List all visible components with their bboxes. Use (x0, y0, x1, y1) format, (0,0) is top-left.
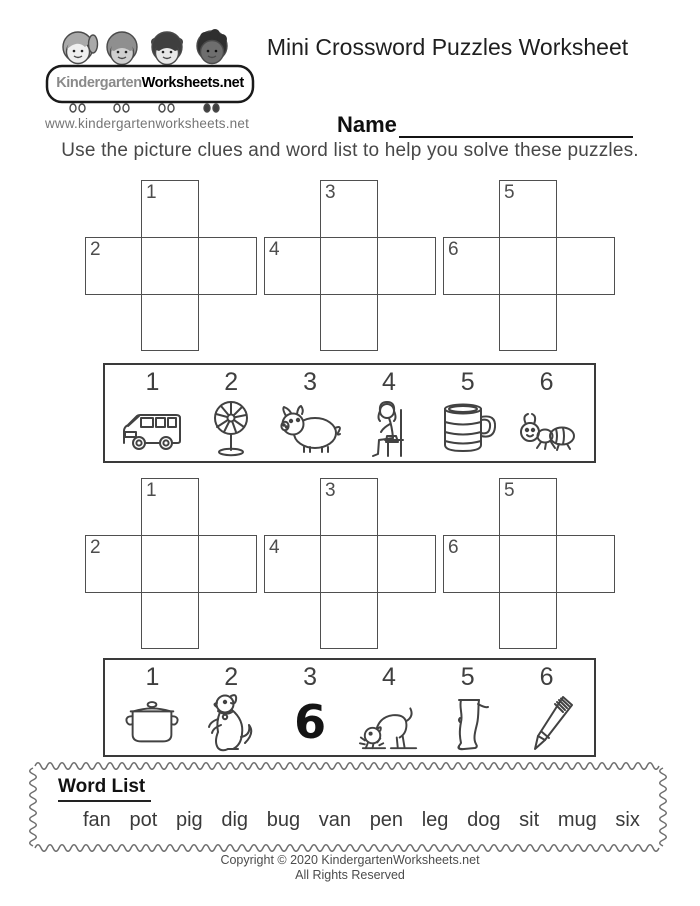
fan-icon (192, 396, 271, 459)
clue-item (192, 662, 271, 753)
word: leg (421, 809, 449, 831)
name-row (337, 108, 633, 138)
clue-item (349, 367, 428, 459)
clue-item (349, 662, 428, 753)
crossword-puzzle-5 (264, 478, 436, 649)
site-logo (45, 22, 255, 122)
word: bug (266, 809, 301, 831)
page-footer (0, 853, 700, 883)
word-list-heading: Word List (58, 776, 151, 802)
crossword-puzzle-2 (264, 180, 436, 351)
word-list-section (28, 761, 668, 853)
clue-number: 4 (381, 663, 396, 691)
clue-number-across: 6 (448, 537, 459, 558)
logo-brand-bold: Worksheets.net (141, 75, 244, 91)
crossword-down-slot (499, 478, 557, 649)
word: fan (83, 809, 111, 831)
mug-icon (428, 396, 507, 459)
six-numeral-icon (271, 691, 350, 753)
word: dig (221, 809, 249, 831)
clue-item (271, 367, 350, 459)
crossword-down-slot (320, 478, 378, 649)
logo-wordmark (49, 68, 251, 98)
crossword-puzzle-1 (85, 180, 257, 351)
crossword-puzzle-6 (443, 478, 615, 649)
clue-number-across: 2 (90, 537, 101, 558)
clue-number: 4 (381, 368, 396, 396)
name-blank-line (399, 112, 633, 138)
logo-brand-light: Kindergarten (56, 75, 142, 91)
clue-number-across: 6 (448, 239, 459, 260)
six-numeral: 6 (294, 695, 327, 749)
dog-icon (192, 691, 271, 753)
clue-number: 3 (303, 368, 318, 396)
clue-number: 3 (303, 663, 318, 691)
clue-item (113, 662, 192, 753)
clue-number: 5 (460, 368, 475, 396)
clue-number-down: 1 (146, 480, 157, 501)
clue-number-down: 3 (325, 480, 336, 501)
picture-clue-box-1 (103, 363, 596, 463)
clue-item (192, 367, 271, 459)
crossword-down-slot (141, 478, 199, 649)
clue-number-across: 4 (269, 239, 280, 260)
clue-item (507, 367, 586, 459)
pen-icon (507, 691, 586, 753)
clue-number-across: 2 (90, 239, 101, 260)
van-icon (113, 396, 192, 459)
clue-number: 6 (539, 368, 554, 396)
copyright-line: Copyright © 2020 KindergartenWorksheets.net (220, 853, 480, 867)
name-label: Name (337, 112, 397, 137)
crossword-down-slot (499, 180, 557, 351)
word: mug (557, 809, 597, 831)
clue-item (507, 662, 586, 753)
clue-item (113, 367, 192, 459)
word: six (615, 809, 640, 831)
clue-item (428, 367, 507, 459)
clue-number: 1 (145, 368, 160, 396)
bug-icon (507, 396, 586, 459)
clue-item (271, 662, 350, 753)
pot-icon (113, 691, 192, 753)
crossword-down-slot (320, 180, 378, 351)
leg-icon (428, 691, 507, 753)
word: pig (175, 809, 203, 831)
clue-number: 1 (145, 663, 160, 691)
clue-number: 6 (539, 663, 554, 691)
dig-icon (349, 691, 428, 753)
clue-number-down: 3 (325, 182, 336, 203)
word: dog (467, 809, 501, 831)
rights-line: All Rights Reserved (295, 868, 405, 882)
clue-number: 2 (224, 663, 239, 691)
word: sit (519, 809, 540, 831)
crossword-down-slot (141, 180, 199, 351)
clue-number-across: 4 (269, 537, 280, 558)
word-list-words (83, 809, 640, 832)
word: van (318, 809, 352, 831)
clue-number-down: 1 (146, 182, 157, 203)
instruction-text: Use the picture clues and word list to help you solve these puzzles. (61, 140, 639, 161)
picture-clue-box-2 (103, 658, 596, 757)
page-title: Mini Crossword Puzzles Worksheet (266, 34, 629, 60)
crossword-puzzle-4 (85, 478, 257, 649)
word-list-wavy-border (28, 761, 668, 853)
clue-number: 2 (224, 368, 239, 396)
clue-item (428, 662, 507, 753)
logo-url: www.kindergartenworksheets.net (44, 116, 250, 131)
pig-icon (271, 396, 350, 459)
clue-number: 5 (460, 663, 475, 691)
sit-icon (349, 396, 428, 459)
word: pen (369, 809, 404, 831)
clue-number-down: 5 (504, 182, 515, 203)
clue-number-down: 5 (504, 480, 515, 501)
crossword-puzzle-3 (443, 180, 615, 351)
word: pot (129, 809, 158, 831)
